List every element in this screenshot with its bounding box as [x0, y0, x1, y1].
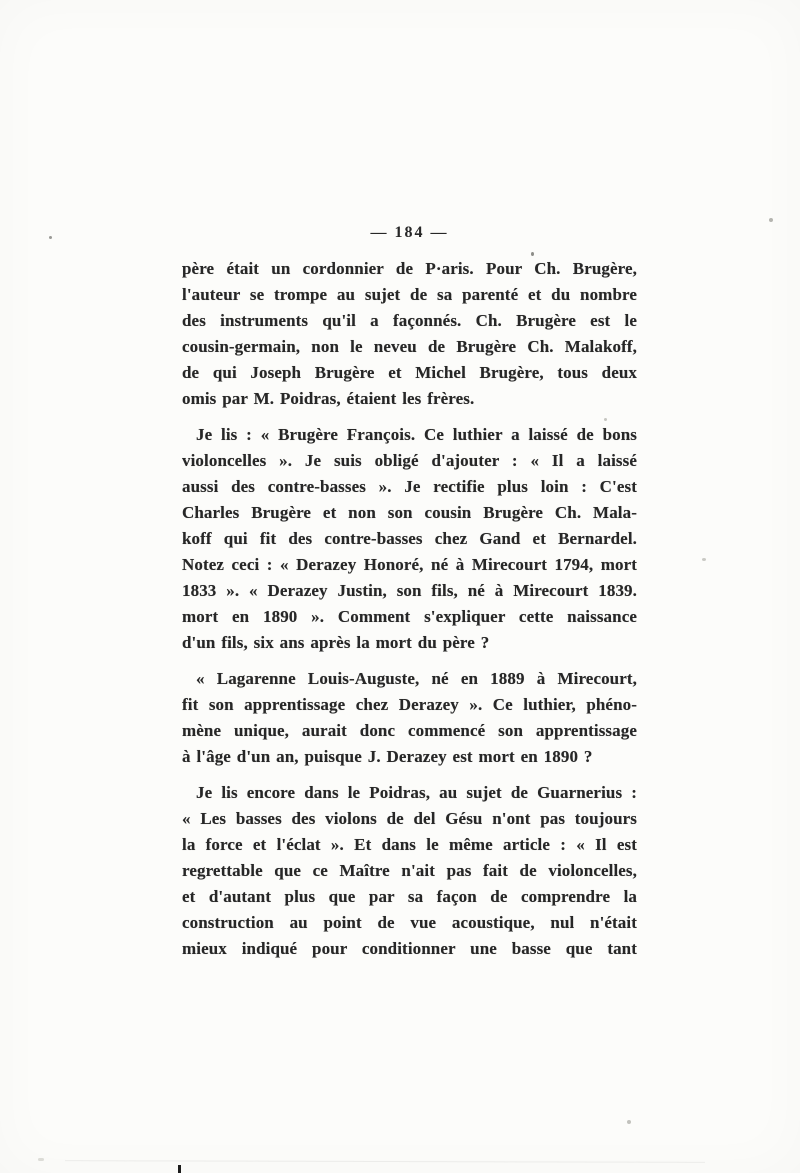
text-line: « Les basses des violons de del Gésu n'ont pas toujours — [182, 809, 637, 828]
text-line: regrettable que ce Maître n'ait pas fait de violoncelles, — [182, 861, 637, 880]
scan-speck — [702, 558, 706, 561]
text-line: la force et l'éclat ». Et dans le même article : « Il est — [182, 835, 637, 854]
text-block — [182, 224, 637, 972]
paragraph-3 — [182, 666, 637, 770]
paragraph-2 — [182, 422, 637, 656]
text-line: 1833 ». « Derazey Justin, son fils, né à Mirecourt 1839. — [182, 581, 637, 600]
text-line: mort en 1890 ». Comment s'expliquer cette naissance — [182, 607, 637, 626]
scan-speck — [769, 218, 773, 222]
text-line: Je lis : « Brugère François. Ce luthier a laissé de bons — [196, 425, 637, 444]
text-line: aussi des contre-basses ». Je rectifie plus loin : C'est — [182, 477, 637, 496]
paragraph-1 — [182, 256, 637, 412]
text-line: d'un fils, six ans après la mort du père ? — [182, 633, 490, 652]
text-line: et d'autant plus que par sa façon de comprendre la — [182, 887, 637, 906]
text-line: Charles Brugère et non son cousin Brugère Ch. Mala- — [182, 503, 637, 522]
text-line: fit son apprentissage chez Derazey ». Ce luthier, phéno- — [182, 695, 637, 714]
text-line: Notez ceci : « Derazey Honoré, né à Mirecourt 1794, mort — [182, 555, 637, 574]
paragraph-4 — [182, 780, 637, 962]
scan-speck — [49, 236, 52, 239]
text-line: omis par M. Poidras, étaient les frères. — [182, 389, 475, 408]
text-line: à l'âge d'un an, puisque J. Derazey est mort en 1890 ? — [182, 747, 593, 766]
text-line: cousin-germain, non le neveu de Brugère Ch. Malakoff, — [182, 337, 637, 356]
text-line: mieux indiqué pour conditionner une basse que tant — [182, 939, 637, 958]
page-number: — 184 — — [370, 224, 449, 241]
text-line: de qui Joseph Brugère et Michel Brugère, tous deux — [182, 363, 637, 382]
text-line: mène unique, aurait donc commencé son apprentissage — [182, 721, 637, 740]
text-line: Je lis encore dans le Poidras, au sujet de Guarnerius : — [196, 783, 637, 802]
scan-speck — [38, 1158, 44, 1161]
text-line: koff qui fit des contre-basses chez Gand et Bernardel. — [182, 529, 637, 548]
text-line: des instruments qu'il a façonnés. Ch. Brugère est le — [182, 311, 637, 330]
text-line: père était un cordonnier de P·aris. Pour Ch. Brugère, — [182, 259, 637, 278]
text-line: l'auteur se trompe au sujet de sa parenté et du nombre — [182, 285, 637, 304]
scan-speck — [531, 252, 534, 256]
scan-ink-tick — [178, 1165, 181, 1173]
scan-speck — [604, 418, 607, 421]
scan-scratch-line — [65, 1160, 705, 1163]
text-line: « Lagarenne Louis-Auguste, né en 1889 à Mirecourt, — [196, 669, 637, 688]
text-line: violoncelles ». Je suis obligé d'ajouter : « Il a laissé — [182, 451, 637, 470]
text-line: construction au point de vue acoustique, nul n'était — [182, 913, 637, 932]
scan-speck — [627, 1120, 631, 1124]
